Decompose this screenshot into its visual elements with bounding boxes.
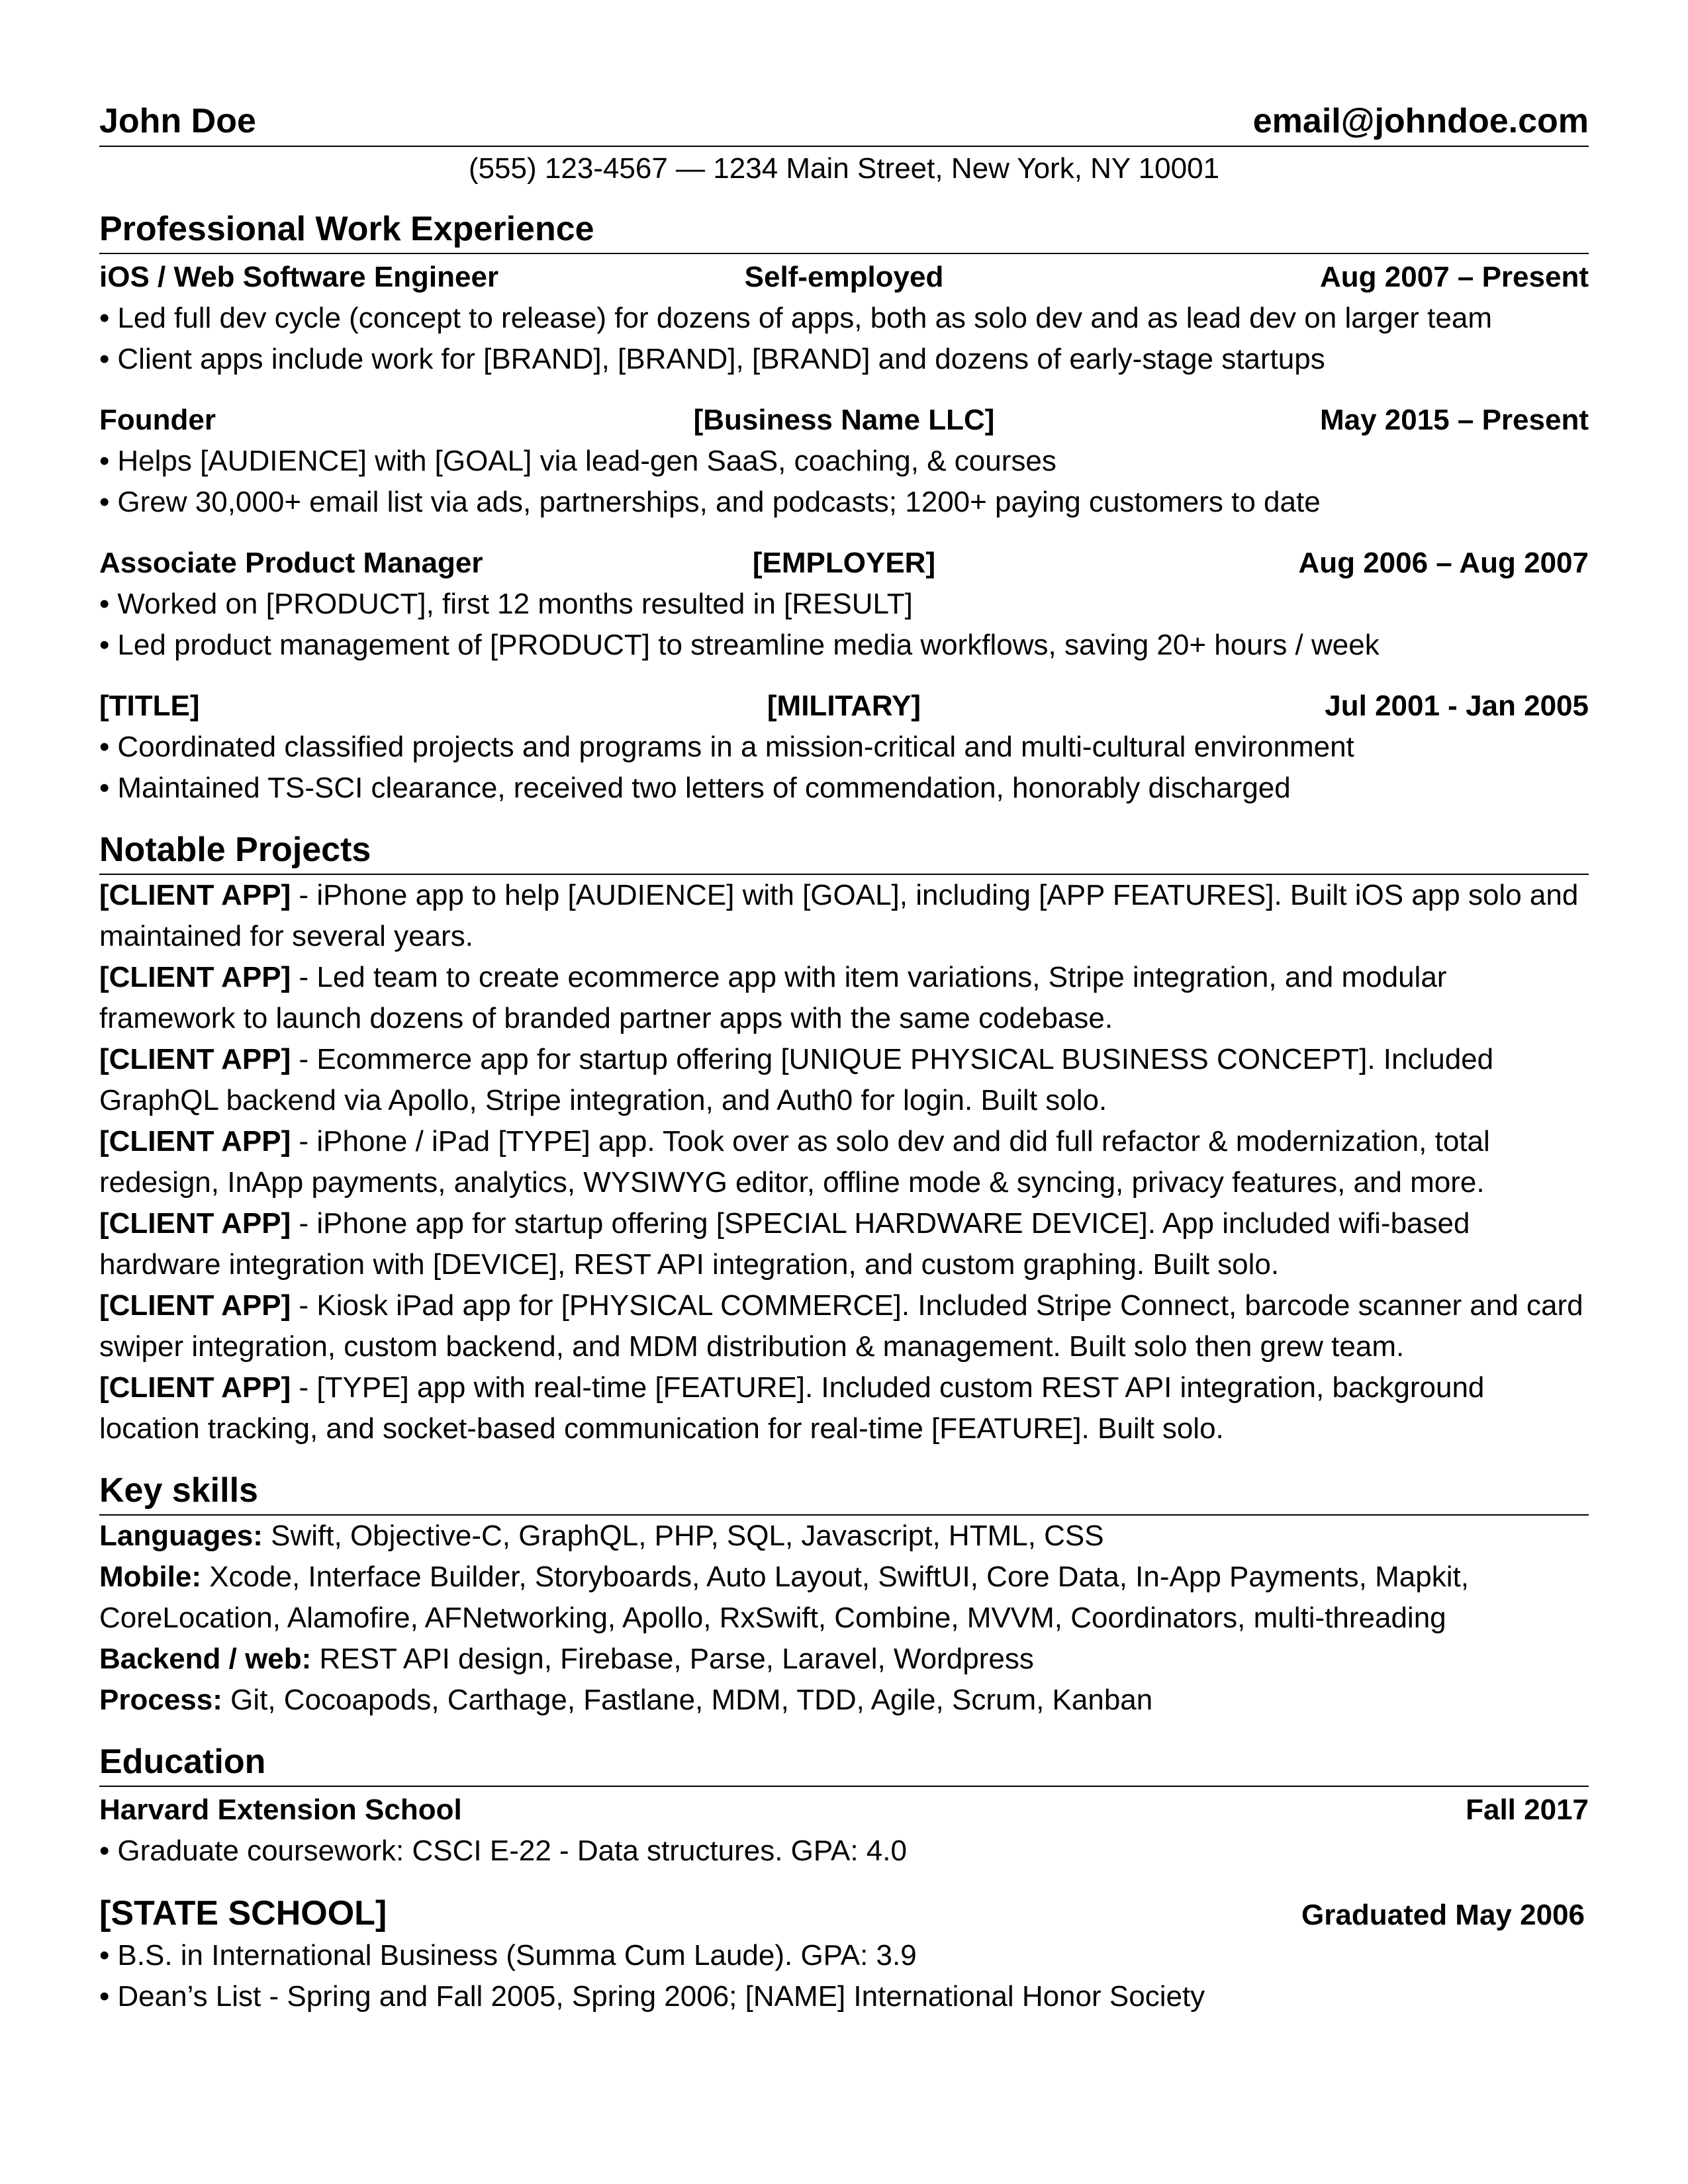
job-role: [TITLE] <box>99 690 200 722</box>
job-role: Founder <box>99 404 216 436</box>
skill-label: Mobile: <box>99 1561 201 1593</box>
section-title-education: Education <box>99 1741 1589 1787</box>
job-dates: Jul 2001 - Jan 2005 <box>1325 690 1589 722</box>
bullet-icon: • <box>99 629 110 661</box>
bullet-text: Grew 30,000+ email list via ads, partnerships, and podcasts; 1200+ paying customers to date <box>117 486 1321 518</box>
project-item <box>99 1367 1589 1449</box>
bullet-text: Dean’s List - Spring and Fall 2005, Spring 2006; [NAME] International Honor Society <box>117 1980 1205 2013</box>
section-title-experience: Professional Work Experience <box>99 208 1589 254</box>
bullet-icon: • <box>99 772 110 804</box>
project-description: - Led team to create ecommerce app with item variations, Stripe integration, and modular framework to launch dozens of branded partner apps with the same codebase. <box>99 961 1447 1034</box>
bullet-icon: • <box>99 588 110 620</box>
school-name: [STATE SCHOOL] <box>99 1894 387 1933</box>
project-item <box>99 1121 1589 1203</box>
bullet-item <box>99 768 1589 809</box>
skill-row <box>99 1516 1589 1557</box>
job-org: [EMPLOYER] <box>752 547 936 579</box>
skill-row <box>99 1557 1589 1639</box>
project-description: - iPhone app for startup offering [SPECIAL HARDWARE DEVICE]. App included wifi-based hardware integration with [DEVICE], REST API integration, and custom graphing. Built solo. <box>99 1207 1470 1281</box>
bullet-item <box>99 298 1589 339</box>
job-org: [MILITARY] <box>767 690 921 722</box>
school-date: Graduated May 2006 <box>1301 1899 1585 1931</box>
bullet-item <box>99 625 1589 666</box>
bullet-item <box>99 482 1589 523</box>
job-org: [Business Name LLC] <box>693 404 995 436</box>
bullet-item <box>99 339 1589 380</box>
bullet-text: Graduate coursework: CSCI E-22 - Data structures. GPA: 4.0 <box>117 1835 907 1867</box>
bullet-icon: • <box>99 1939 110 1972</box>
bullet-icon: • <box>99 343 110 375</box>
project-description: - Ecommerce app for startup offering [UNIQUE PHYSICAL BUSINESS CONCEPT]. Included GraphQL backend via Apollo, Stripe integration, and Auth0 for login. Built solo. <box>99 1043 1494 1116</box>
job-header <box>99 686 1589 727</box>
job-dates: May 2015 – Present <box>1319 404 1589 436</box>
resume-header <box>99 99 1589 147</box>
bullet-icon: • <box>99 1835 110 1867</box>
school-header <box>99 1891 1589 1935</box>
project-name: [CLIENT APP] <box>99 1371 291 1404</box>
skill-list: Swift, Objective-C, GraphQL, PHP, SQL, Javascript, HTML, CSS <box>262 1520 1104 1552</box>
school-header <box>99 1790 1589 1831</box>
bullet-item <box>99 1976 1589 2017</box>
project-name: [CLIENT APP] <box>99 1207 291 1240</box>
skill-list: REST API design, Firebase, Parse, Laravel, Wordpress <box>311 1643 1034 1675</box>
project-name: [CLIENT APP] <box>99 879 291 911</box>
job-entry <box>99 543 1589 666</box>
job-header <box>99 257 1589 298</box>
bullet-text: Coordinated classified projects and programs in a mission-critical and multi-cultural environment <box>117 731 1354 763</box>
bullet-text: Maintained TS-SCI clearance, received two letters of commendation, honorably discharged <box>117 772 1291 804</box>
bullet-item <box>99 441 1589 482</box>
skill-label: Languages: <box>99 1520 263 1552</box>
bullet-item <box>99 584 1589 625</box>
project-name: [CLIENT APP] <box>99 1289 291 1322</box>
job-header <box>99 543 1589 584</box>
skill-list: Git, Cocoapods, Carthage, Fastlane, MDM, TDD, Agile, Scrum, Kanban <box>222 1684 1153 1716</box>
project-description: - iPhone app to help [AUDIENCE] with [GOAL], including [APP FEATURES]. Built iOS app solo and maintained for several years. <box>99 879 1579 952</box>
job-entry <box>99 257 1589 380</box>
bullet-item <box>99 1831 1589 1872</box>
project-item <box>99 1203 1589 1285</box>
project-description: - iPhone / iPad [TYPE] app. Took over as solo dev and did full refactor & modernization, total redesign, InApp payments, analytics, WYSIWYG editor, offline mode & syncing, privacy features, and more. <box>99 1125 1490 1199</box>
bullet-text: Led full dev cycle (concept to release) for dozens of apps, both as solo dev and as lead dev on larger team <box>117 302 1492 334</box>
project-name: [CLIENT APP] <box>99 1043 291 1075</box>
project-description: - Kiosk iPad app for [PHYSICAL COMMERCE]. Included Stripe Connect, barcode scanner and card swiper integration, custom backend, and MDM distribution & management. Built solo then grew team. <box>99 1289 1583 1363</box>
job-header <box>99 400 1589 441</box>
bullet-item <box>99 1935 1589 1976</box>
bullet-item <box>99 727 1589 768</box>
project-name: [CLIENT APP] <box>99 961 291 993</box>
project-item <box>99 1039 1589 1121</box>
job-dates: Aug 2006 – Aug 2007 <box>1298 547 1589 579</box>
project-item <box>99 875 1589 957</box>
bullet-text: Worked on [PRODUCT], first 12 months resulted in [RESULT] <box>117 588 913 620</box>
project-name: [CLIENT APP] <box>99 1125 291 1158</box>
skill-row <box>99 1680 1589 1721</box>
bullet-text: Helps [AUDIENCE] with [GOAL] via lead-gen SaaS, coaching, & courses <box>117 445 1056 477</box>
job-role: iOS / Web Software Engineer <box>99 261 499 293</box>
resume-page <box>99 99 1589 2017</box>
bullet-text: B.S. in International Business (Summa Cum Laude). GPA: 3.9 <box>117 1939 917 1972</box>
contact-line: (555) 123-4567 — 1234 Main Street, New York, NY 10001 <box>468 152 1220 185</box>
school-name: Harvard Extension School <box>99 1794 462 1826</box>
project-description: - [TYPE] app with real-time [FEATURE]. Included custom REST API integration, background location tracking, and socket-based communication for real-time [FEATURE]. Built solo. <box>99 1371 1485 1445</box>
email-address[interactable]: email@johndoe.com <box>1252 102 1589 140</box>
section-title-projects: Notable Projects <box>99 829 1589 875</box>
candidate-name: John Doe <box>99 102 256 140</box>
bullet-icon: • <box>99 1980 110 2013</box>
job-dates: Aug 2007 – Present <box>1320 261 1589 293</box>
bullet-icon: • <box>99 445 110 477</box>
skill-label: Process: <box>99 1684 222 1716</box>
section-title-skills: Key skills <box>99 1469 1589 1516</box>
bullet-text: Client apps include work for [BRAND], [BRAND], [BRAND] and dozens of early-stage startups <box>117 343 1325 375</box>
skill-list: Xcode, Interface Builder, Storyboards, Auto Layout, SwiftUI, Core Data, In-App Payments, Mapkit, CoreLocation, Alamofire, AFNetworking, Apollo, RxSwift, Combine, MVVM, Coordinators, multi-threading <box>99 1561 1469 1634</box>
job-entry <box>99 400 1589 523</box>
job-role: Associate Product Manager <box>99 547 483 579</box>
bullet-text: Led product management of [PRODUCT] to streamline media workflows, saving 20+ hours / week <box>117 629 1380 661</box>
skill-label: Backend / web: <box>99 1643 312 1675</box>
project-item <box>99 957 1589 1039</box>
bullet-icon: • <box>99 486 110 518</box>
bullet-icon: • <box>99 302 110 334</box>
bullet-icon: • <box>99 731 110 763</box>
job-org: Self-employed <box>744 261 944 293</box>
skill-row <box>99 1639 1589 1680</box>
school-date: Fall 2017 <box>1466 1794 1589 1826</box>
project-item <box>99 1285 1589 1367</box>
job-entry <box>99 686 1589 809</box>
